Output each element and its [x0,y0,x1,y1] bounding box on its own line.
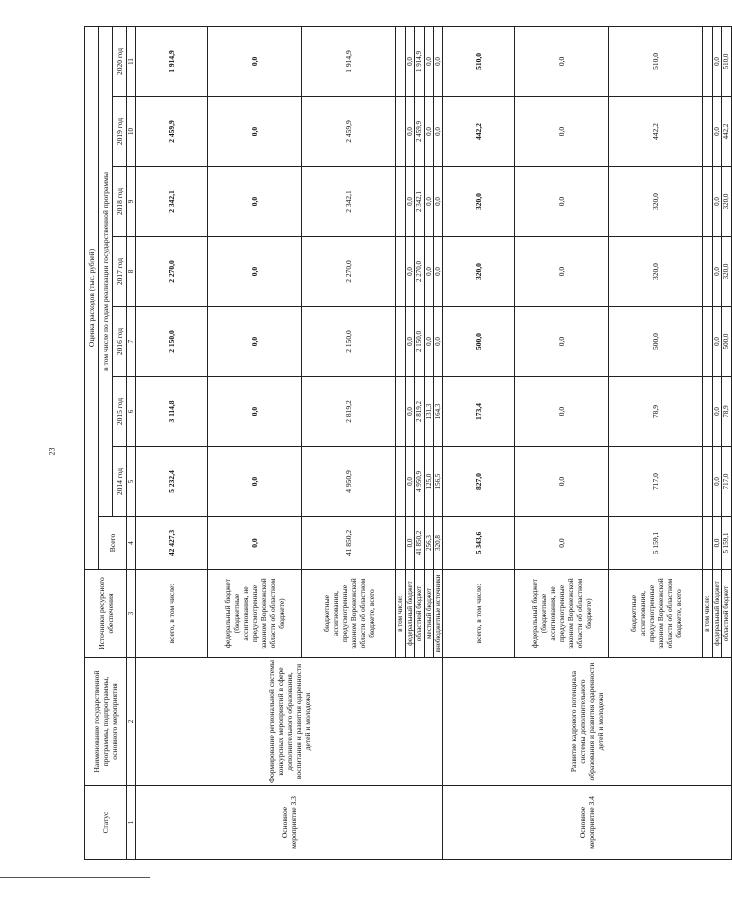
value-cell [396,447,405,517]
value-cell: 442,2 [722,97,731,167]
source-cell: федеральный бюджет [712,570,721,658]
value-cell: 320,8 [433,517,442,570]
value-cell: 2 150,0 [302,307,396,377]
value-cell: 1 914,9 [136,26,208,96]
value-cell: 0,0 [405,517,414,570]
value-cell: 3 114,8 [136,377,208,447]
value-cell: 1 914,9 [302,26,396,96]
column-number-2: 3 [127,570,136,658]
value-cell [703,517,712,570]
value-cell: 125,0 [424,447,433,517]
value-cell [703,377,712,447]
value-cell: 131,3 [424,377,433,447]
value-cell: 320,0 [609,167,703,237]
value-cell: 320,0 [722,167,731,237]
value-cell: 2 819,2 [302,377,396,447]
header-year-6: 2020 год [113,26,127,96]
value-cell: 0,0 [515,377,609,447]
value-cell: 442,2 [443,97,515,167]
table-row [443,26,515,859]
value-cell: 500,0 [443,307,515,377]
value-cell: 173,4 [443,377,515,447]
value-cell: 0,0 [208,307,302,377]
value-cell: 717,0 [609,447,703,517]
value-cell: 2 150,0 [415,307,424,377]
value-cell: 2 342,1 [302,167,396,237]
value-cell: 0,0 [712,307,721,377]
status-cell: Основное мероприятие 3.4 [443,786,731,860]
value-cell [703,26,712,96]
source-cell: всего, в том числе: [136,570,208,658]
source-cell: федеральный бюджет (бюджетные ассигнования, не предусмотренные законом Воронежской области об областном бюджете) [515,570,609,658]
source-cell: в том числе: [703,570,712,658]
value-cell: 0,0 [208,167,302,237]
header-source: Источники ресурсного обеспечения [85,570,127,658]
value-cell: 0,0 [712,377,721,447]
value-cell: 4 950,9 [415,447,424,517]
value-cell: 510,0 [443,26,515,96]
value-cell: 42 427,3 [136,517,208,570]
column-number-3: 4 [127,517,136,570]
value-cell: 717,0 [722,447,731,517]
value-cell [396,377,405,447]
value-cell: 320,0 [722,237,731,307]
value-cell: 78,9 [722,377,731,447]
column-number-0: 1 [127,786,136,860]
source-cell: всего, в том числе: [443,570,515,658]
value-cell: 0,0 [405,26,414,96]
value-cell: 256,3 [424,517,433,570]
value-cell: 0,0 [515,517,609,570]
value-cell: 0,0 [208,377,302,447]
value-cell: 0,0 [405,377,414,447]
value-cell: 0,0 [712,167,721,237]
header-name: Наименование государственной программы, подпрограммы, основного мероприятия [85,658,127,786]
value-cell: 0,0 [433,97,442,167]
value-cell [703,237,712,307]
value-cell: 320,0 [443,167,515,237]
column-number-8: 9 [127,167,136,237]
value-cell [396,26,405,96]
value-cell: 2 270,0 [136,237,208,307]
value-cell: 0,0 [712,97,721,167]
source-cell: внебюджетные источники [433,570,442,658]
value-cell: 164,3 [433,377,442,447]
value-cell: 0,0 [424,26,433,96]
value-cell: 510,0 [722,26,731,96]
header-year-3: 2017 год [113,237,127,307]
value-cell: 1 914,9 [415,26,424,96]
value-cell: 0,0 [515,307,609,377]
source-cell: в том числе: [396,570,405,658]
value-cell: 0,0 [433,237,442,307]
value-cell: 500,0 [609,307,703,377]
header-year-4: 2018 год [113,167,127,237]
value-cell [396,237,405,307]
value-cell: 0,0 [515,167,609,237]
value-cell: 2 270,0 [415,237,424,307]
value-cell: 41 850,2 [302,517,396,570]
header-year-1: 2015 год [113,377,127,447]
source-cell: местный бюджет [424,570,433,658]
source-cell: федеральный бюджет [405,570,414,658]
value-cell: 0,0 [433,26,442,96]
value-cell [703,97,712,167]
value-cell: 5 343,6 [443,517,515,570]
page-number: 23 [47,447,57,456]
value-cell: 4 950,9 [302,447,396,517]
value-cell: 0,0 [515,97,609,167]
table-area [84,27,731,860]
value-cell: 0,0 [424,307,433,377]
value-cell: 0,0 [208,26,302,96]
value-cell: 5 232,4 [136,447,208,517]
column-number-5: 6 [127,377,136,447]
status-cell: Основное мероприятие 3.3 [136,786,443,860]
column-number-6: 7 [127,307,136,377]
value-cell: 0,0 [208,517,302,570]
value-cell: 2 459,9 [136,97,208,167]
value-cell [396,167,405,237]
value-cell: 5 159,1 [722,517,731,570]
source-cell: бюджетные ассигнования, предусмотренные законом Воронежской области об областном бюджете, всего [609,570,703,658]
column-number-7: 8 [127,237,136,307]
value-cell: 5 159,1 [609,517,703,570]
value-cell: 0,0 [405,97,414,167]
value-cell: 2 342,1 [415,167,424,237]
column-number-4: 5 [127,447,136,517]
value-cell [703,167,712,237]
value-cell: 320,0 [443,237,515,307]
value-cell: 320,0 [609,237,703,307]
value-cell [396,307,405,377]
name-cell: Развитие кадрового потенциала системы дополнительного образования и развития одаренности детей и молодежи [443,658,731,786]
header-year-2: 2016 год [113,307,127,377]
value-cell [703,447,712,517]
rotated-table-container [84,27,731,860]
value-cell: 0,0 [433,167,442,237]
value-cell: 0,0 [208,237,302,307]
value-cell: 2 150,0 [136,307,208,377]
source-cell: бюджетные ассигнования, предусмотренные законом Воронежской области об областном бюджете, всего [302,570,396,658]
value-cell: 0,0 [208,447,302,517]
table-row [136,26,208,859]
value-cell: 0,0 [405,447,414,517]
value-cell: 510,0 [609,26,703,96]
header-year-0: 2014 год [113,447,127,517]
value-cell: 0,0 [712,517,721,570]
value-cell: 2 459,9 [415,97,424,167]
header-estimate: Оценка расходов (тыс. рублей) [85,26,99,569]
column-number-1: 2 [127,658,136,786]
name-cell: Формирование региональной системы конкурсных мероприятий в сфере дополнительного образования, воспитания и развития одаренности детей и молодежи [136,658,443,786]
value-cell: 78,9 [609,377,703,447]
value-cell [703,307,712,377]
value-cell: 2 459,9 [302,97,396,167]
header-status: Статус [85,786,127,860]
header-by-years: в том числе по годам реализации государственной программы [99,26,113,516]
header-year-5: 2019 год [113,97,127,167]
value-cell: 2 819,2 [415,377,424,447]
value-cell: 156,5 [433,447,442,517]
value-cell [396,517,405,570]
value-cell: 442,2 [609,97,703,167]
value-cell [396,97,405,167]
source-cell: областной бюджет [722,570,731,658]
source-cell: областной бюджет [415,570,424,658]
value-cell: 0,0 [424,97,433,167]
value-cell: 0,0 [424,167,433,237]
value-cell: 0,0 [433,307,442,377]
budget-table [84,26,732,860]
value-cell: 0,0 [712,237,721,307]
value-cell: 0,0 [515,26,609,96]
value-cell: 0,0 [712,447,721,517]
header-total: Всего [99,517,127,570]
value-cell: 0,0 [405,237,414,307]
footnote-separator [0,877,150,878]
value-cell: 827,0 [443,447,515,517]
column-number-9: 10 [127,97,136,167]
value-cell: 2 342,1 [136,167,208,237]
column-number-10: 11 [127,26,136,96]
value-cell: 0,0 [515,447,609,517]
source-cell: федеральный бюджет (бюджетные ассигнования, не предусмотренные законом Воронежской области об областном бюджете) [208,570,302,658]
value-cell: 2 270,0 [302,237,396,307]
value-cell: 0,0 [208,97,302,167]
value-cell: 500,0 [722,307,731,377]
value-cell: 0,0 [712,26,721,96]
value-cell: 41 850,2 [415,517,424,570]
value-cell: 0,0 [515,237,609,307]
value-cell: 0,0 [405,167,414,237]
value-cell: 0,0 [405,307,414,377]
value-cell: 0,0 [424,237,433,307]
